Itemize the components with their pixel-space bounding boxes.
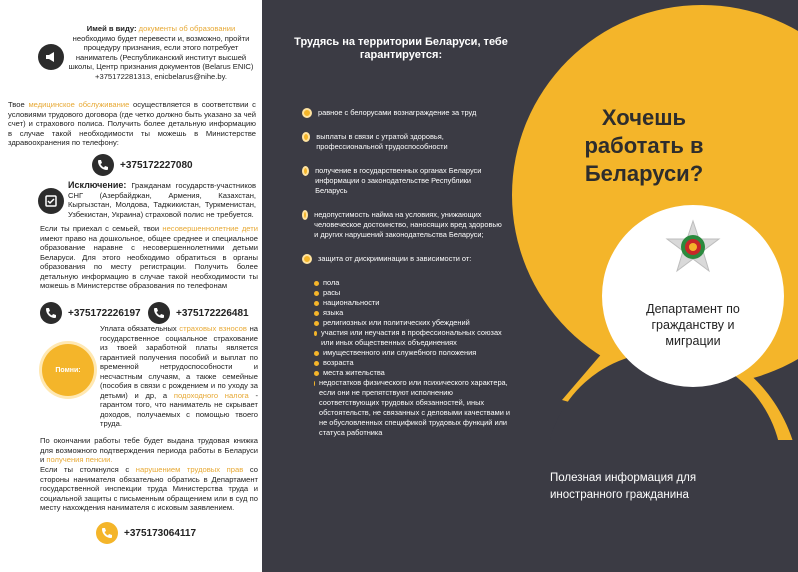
bullet-icon bbox=[314, 351, 319, 356]
bullet-icon bbox=[302, 132, 310, 142]
list-item: участия или неучастия в профессиональных союзах или иных общественных объединениях bbox=[314, 328, 514, 348]
list-item: недостатков физического или психического характера, если они не препятствуют исполнению соответствующих трудовых обязанностей, иных обстоятельств, не связанных с деловыми качествами и не обусловленных спецификой трудовых функций или статуса работника bbox=[314, 378, 514, 438]
note-title: Имей в виду: bbox=[86, 24, 137, 33]
department-name: Департамент по гражданству и миграции bbox=[646, 302, 740, 348]
list-item: имущественного или служебного положения bbox=[314, 348, 514, 358]
bullet-icon bbox=[314, 381, 315, 386]
insurance-link[interactable]: страховых взносов bbox=[179, 324, 247, 333]
note-text: необходимо будет перевести и, возможно, пройти процедуру признания, если этого потребует наниматель (Республиканский институт высшей школы, Центр признания документов (Belarus ENIC) +375172281313, enicbelarus@nihe.by. bbox=[68, 33, 254, 81]
bullet-icon bbox=[314, 281, 319, 286]
list-item: расы bbox=[314, 288, 514, 298]
list-item: языка bbox=[314, 308, 514, 318]
exception-block: Исключение: Гражданам государств-участников СНГ (Азербайджан, Армения, Казахстан, Кыргызстан, Молдова, Таджикистан, Туркменистан, Узбекистан, Украина) страховой полис не требуется. bbox=[68, 180, 256, 219]
remember-badge bbox=[42, 344, 94, 396]
phone-number[interactable]: +375172226197 bbox=[68, 307, 141, 319]
medical-link[interactable]: медицинское обслуживание bbox=[28, 100, 130, 109]
list-item: равное с белорусами вознаграждение за труд bbox=[302, 108, 502, 118]
bullet-icon bbox=[314, 371, 319, 376]
phone-badge bbox=[96, 522, 118, 544]
exception-badge bbox=[38, 188, 64, 214]
violations-paragraph: Если ты столкнулся с нарушением трудовых прав со стороны нанимателя обязательно обратись в Департамент государственной инспекции труда Министерства труда и социальной защиты с письменным обращением или в суд по месту нахождения нанимателя с исковым заявлением. bbox=[40, 465, 258, 512]
megaphone-icon bbox=[44, 50, 58, 64]
phone-icon bbox=[97, 159, 109, 171]
insurance-paragraph: Уплата обязательных страховых взносов на государственное социальное страхование из твоей заработной платы является гарантией получения пособий и выплат по временной нетрудоспособности и несчастным случаям, а также семейные (пособия в связи с рождением и по уходу за детьми) и др, а подоходного налога - гарантом того, что наниматель не скрывает доходов, получаемых с помощью твоего труда. bbox=[100, 324, 258, 428]
cover-headline: Хочешь работать в Беларуси? bbox=[584, 105, 704, 186]
phone-number[interactable]: +375173064117 bbox=[124, 527, 197, 539]
remember-label: Помни: bbox=[55, 366, 81, 374]
check-icon bbox=[44, 194, 58, 208]
note-block bbox=[68, 24, 254, 81]
violations-link[interactable]: нарушением трудовых прав bbox=[135, 465, 244, 474]
phone-row-2 bbox=[40, 302, 141, 324]
medical-paragraph: Твое медицинское обслуживание осуществляется в соответствии с условиями трудового договора (где четко должно быть указано за чей счет) и страхового полиса. Получить более детальную информацию в случае такой необходимости ты можешь в Министерстве здравоохранения по телефону: bbox=[8, 100, 256, 147]
phone-number[interactable]: +375172226481 bbox=[176, 307, 249, 319]
pension-link[interactable]: получения пенсии. bbox=[46, 455, 113, 464]
department-circle bbox=[602, 205, 784, 387]
children-link[interactable]: несовершеннолетние дети bbox=[162, 224, 258, 233]
exception-title: Исключение: bbox=[68, 180, 127, 190]
list-item: пола bbox=[314, 278, 514, 288]
phone-number[interactable]: +375172227080 bbox=[120, 159, 193, 171]
bullet-icon bbox=[314, 321, 319, 326]
phone-badge bbox=[92, 154, 114, 176]
guarantee-title: Трудясь на территории Беларуси, тебе гарантируется: bbox=[294, 36, 508, 61]
list-item: религиозных или политических убеждений bbox=[314, 318, 514, 328]
bullet-icon bbox=[314, 331, 317, 336]
bullet-icon bbox=[314, 361, 319, 366]
list-item: национальности bbox=[314, 298, 514, 308]
guarantee-list bbox=[302, 108, 502, 272]
phone-badge bbox=[40, 302, 62, 324]
cover-footer: Полезная информация для иностранного гражданина bbox=[550, 472, 697, 501]
list-item: недопустимость найма на условиях, унижающих человеческое достоинство, наносящих вред здоровью и других нарушений законодательства Беларуси; bbox=[302, 210, 502, 240]
list-item: получение в государственных органах Беларуси информации о законодательстве Республики Беларусь bbox=[302, 166, 502, 196]
note-link[interactable]: документы об образовании bbox=[138, 24, 236, 33]
discrimination-list bbox=[314, 278, 514, 438]
tax-link[interactable]: подоходного налога bbox=[173, 390, 249, 400]
phone-badge bbox=[148, 302, 170, 324]
list-item: выплаты в связи с утратой здоровья, профессиональной трудоспособности bbox=[302, 132, 502, 152]
bullet-icon bbox=[302, 108, 312, 118]
workbook-paragraph: По окончании работы тебе будет выдана трудовая книжка для возможного подтверждения периода работы в Беларуси и получения пенсии. bbox=[40, 436, 258, 464]
bullet-icon bbox=[314, 291, 319, 296]
children-paragraph: Если ты приехал с семьей, твои несовершеннолетние дети имеют право на дошкольное, общее среднее и специальное образование наравне с несовершеннолетними детьми Беларуси. Для этого необходимо обратиться в органы образования по месту регистрации. Получить более детальную информацию в случае такой необходимости ты можешь в Министерстве образования по телефонам bbox=[40, 224, 258, 290]
list-item: защита от дискриминации в зависимости от: bbox=[302, 254, 502, 264]
phone-row-1 bbox=[92, 154, 193, 176]
bullet-icon bbox=[302, 210, 308, 220]
left-panel bbox=[0, 0, 262, 572]
phone-icon bbox=[101, 527, 113, 539]
bullet-icon bbox=[302, 166, 309, 176]
bullet-icon bbox=[314, 311, 319, 316]
list-item: возраста bbox=[314, 358, 514, 368]
megaphone-badge bbox=[38, 44, 64, 70]
bullet-icon bbox=[314, 301, 319, 306]
phone-icon bbox=[45, 307, 57, 319]
dark-panel bbox=[262, 0, 798, 572]
emblem-icon bbox=[663, 219, 723, 279]
phone-icon bbox=[153, 307, 165, 319]
bullet-icon bbox=[302, 254, 312, 264]
phone-row-3 bbox=[148, 302, 249, 324]
list-item: места жительства bbox=[314, 368, 514, 378]
phone-row-4 bbox=[96, 522, 196, 544]
